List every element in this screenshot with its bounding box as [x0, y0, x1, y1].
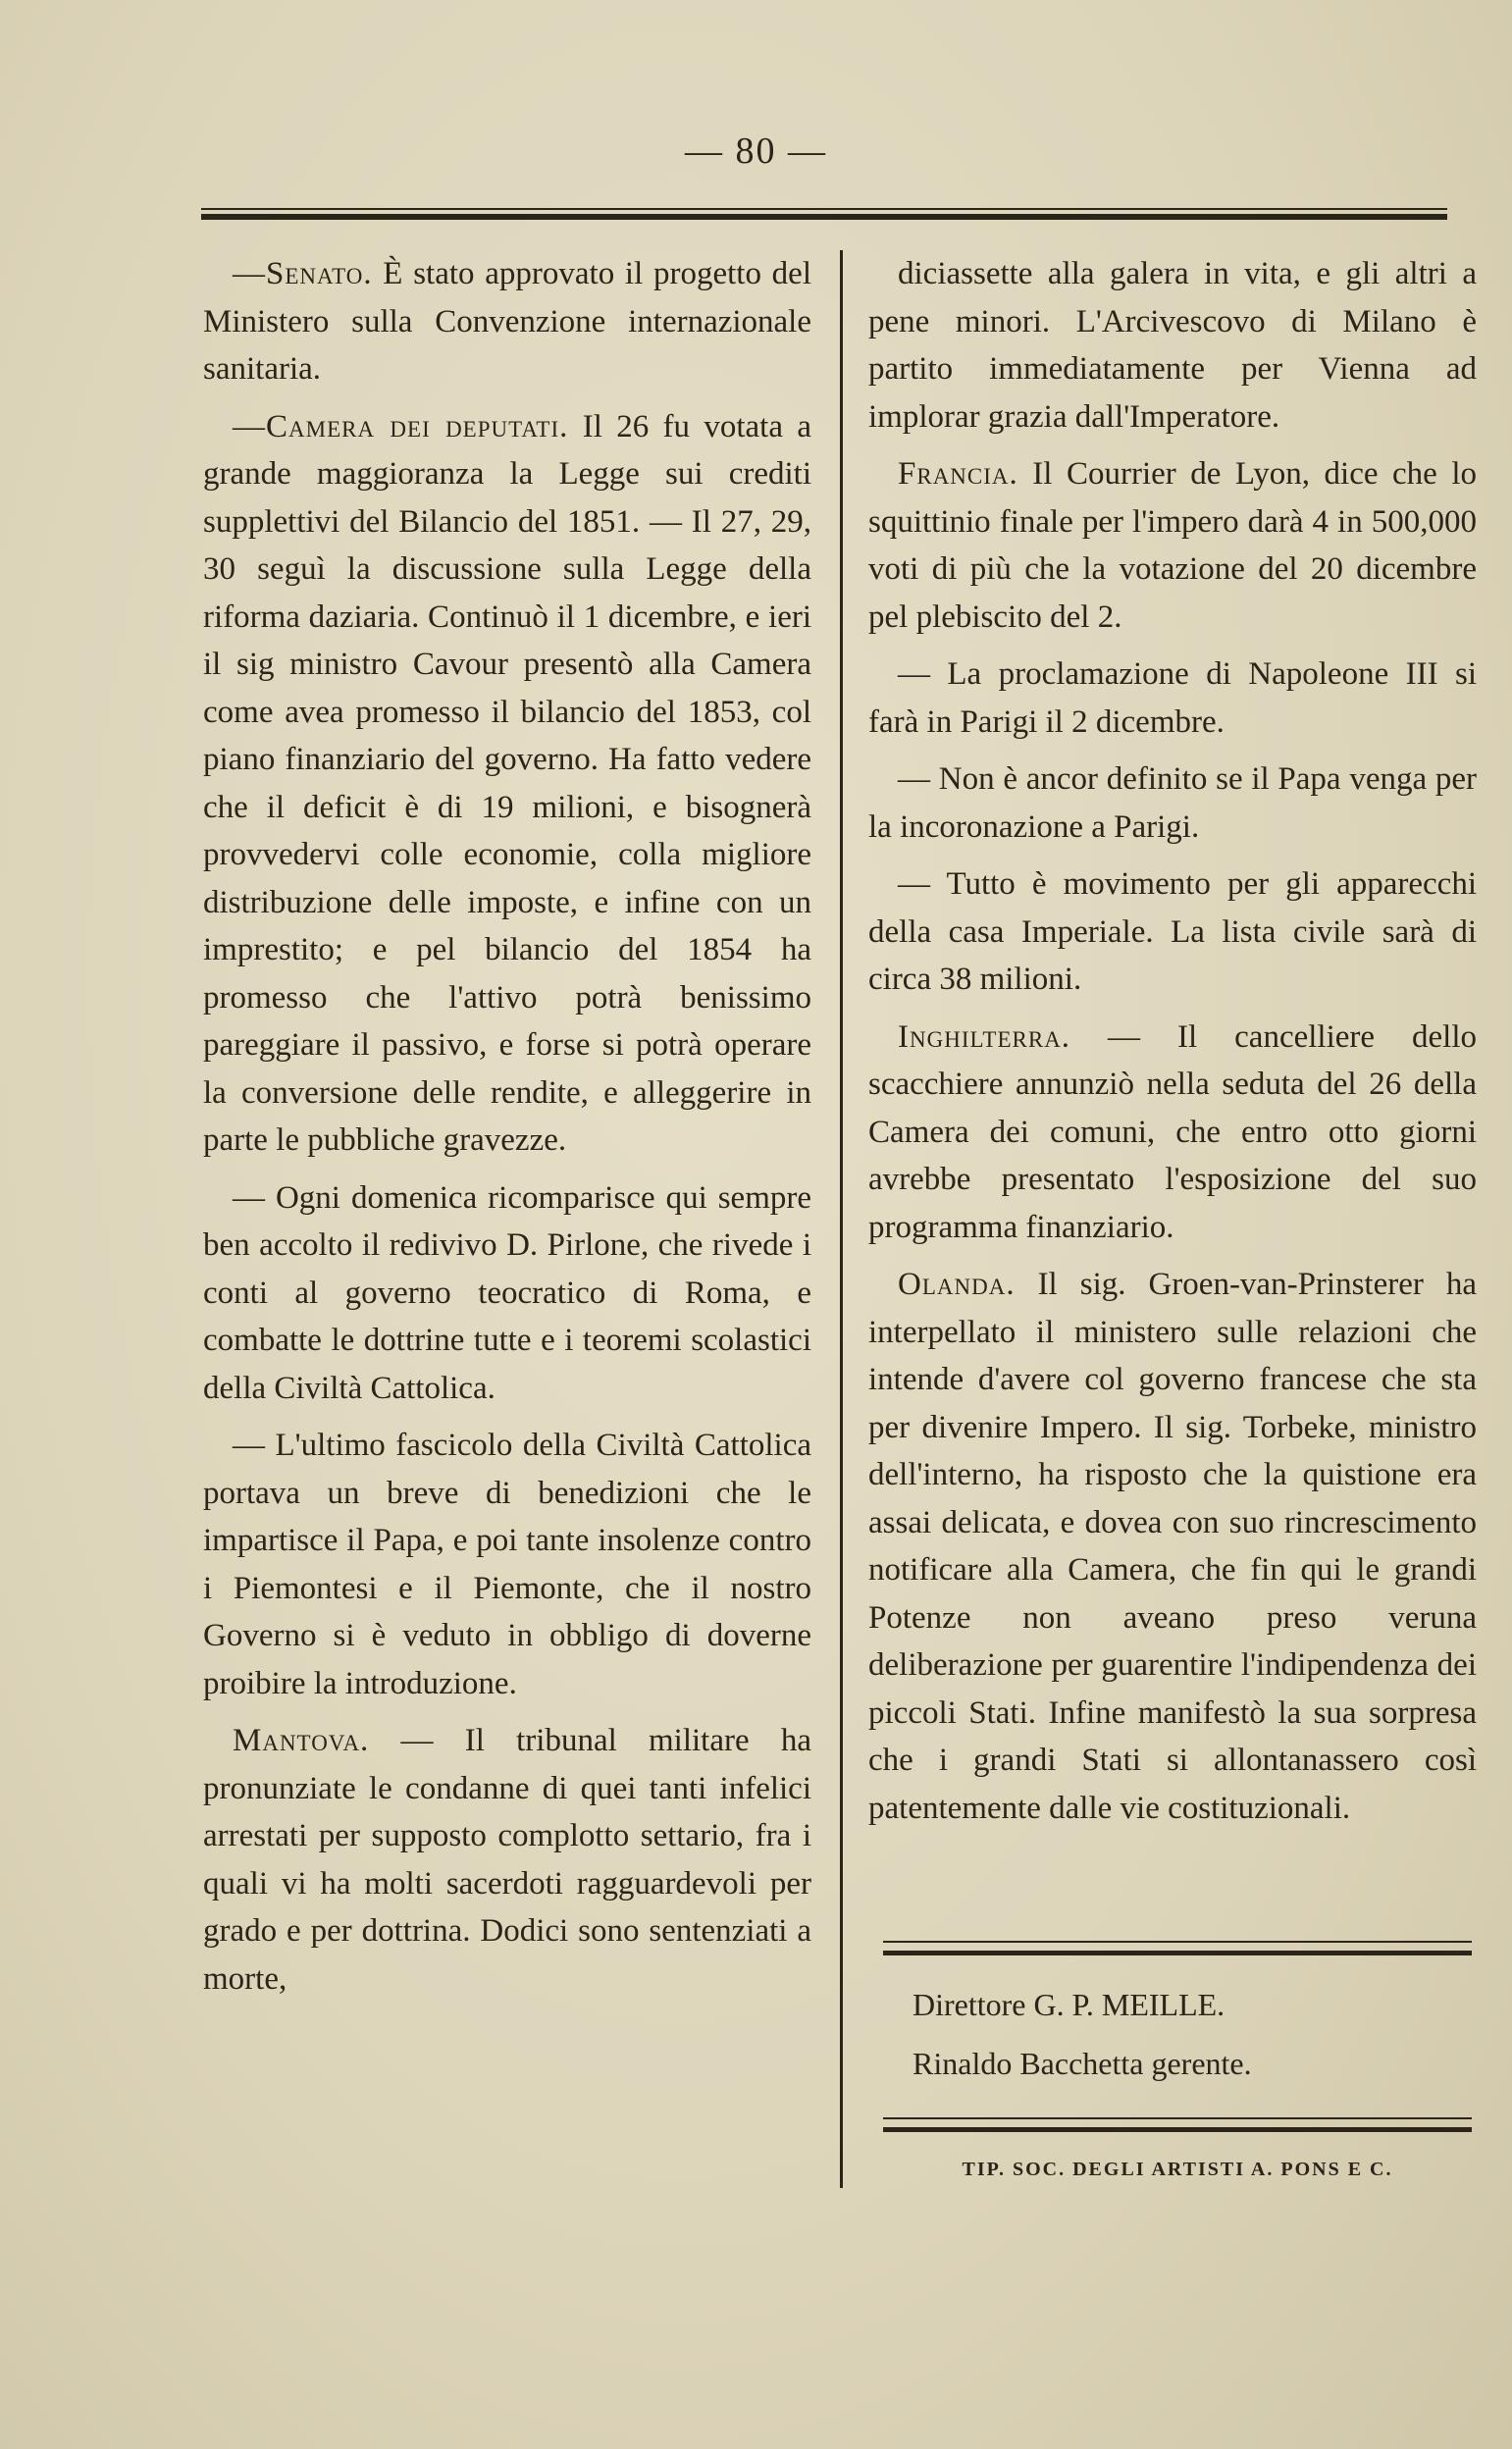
news-paragraph [868, 450, 1477, 641]
header-double-rule [201, 208, 1447, 220]
paragraph-text: — L'ultimo fascicolo della Civiltà Cattolica portava un breve di benedizioni che le impartisce il Papa, e poi tante insolenze contro i Piemontesi e il Piemonte, che il nostro Governo si è veduto in obbligo di doverne proibire la introduzione. [203, 1428, 811, 1701]
right-column [868, 250, 1477, 1842]
paragraph-text: È stato approvato il progetto del Ministero sulla Convenzione internazionale sanitaria. [203, 256, 811, 387]
section-heading: —Senato. [233, 256, 373, 291]
footer-rule-top [883, 1941, 1472, 1955]
news-paragraph [203, 1422, 811, 1707]
news-paragraph [868, 250, 1477, 441]
news-paragraph [203, 403, 811, 1165]
news-paragraph [868, 1261, 1477, 1832]
news-paragraph [203, 1717, 811, 2003]
paragraph-text: — Ogni domenica ricomparisce qui sempre ben accolto il redivivo D. Pirlone, che rivede i conti al governo teocratico di Roma, e combatte le dottrine tutte e i teoremi scolastici della Civiltà Cattolica. [203, 1179, 811, 1406]
paragraph-text: — Il cancelliere dello scacchiere annunziò nella seduta del 26 della Camera dei comuni, che entro otto giorni avrebbe presentato l'esposizione del suo programma finanziario. [868, 1018, 1477, 1245]
section-heading: Francia. [898, 456, 1018, 492]
section-heading: Mantova. [233, 1723, 370, 1758]
section-heading: Olanda. [898, 1267, 1016, 1302]
paragraph-text: — Tutto è movimento per gli apparecchi della casa Imperiale. La lista civile sarà di circa 38 milioni. [868, 866, 1477, 997]
paragraph-text: — Il tribunal militare ha pronunziate le condanne di quei tanti infelici arrestati per supposto complotto settario, fra i quali vi ha molti sacerdoti ragguardevoli per grado e per dottrina. Dodici sono sentenziati a morte, [203, 1723, 811, 1997]
paragraph-text: diciassette alla galera in vita, e gli altri a pene minori. L'Arcivescovo di Milano è partito immediatamente per Vienna ad implorar grazia dall'Imperatore. [868, 256, 1477, 435]
paragraph-text: Il 26 fu votata a grande maggioranza la Legge sui crediti supplettivi del Bilancio del 1851. — Il 27, 29, 30 seguì la discussione sulla Legge della riforma daziaria. Continuò il 1 dicembre, e ieri il sig ministro Cavour presentò alla Camera come avea promesso il bilancio del 1853, col piano finanziario del governo. Ha fatto vedere che il deficit è di 19 milioni, e bisognerà provvedervi colle economie, colla migliore distribuzione delle imposte, e infine con un imprestito; e pel bilancio del 1854 ha promesso che l'attivo potrà benissimo pareggiare il passivo, e forse si potrà operare la conversione delle rendite, e alleggerire in parte le pubbliche gravezze. [203, 408, 811, 1158]
paragraph-text: — La proclamazione di Napoleone III si farà in Parigi il 2 dicembre. [868, 656, 1477, 740]
column-divider [840, 250, 843, 2188]
paragraph-text: Il Courrier de Lyon, dice che lo squittinio finale per l'impero darà 4 in 500,000 voti di più che la votazione del 20 dicembre pel plebiscito del 2. [868, 456, 1477, 635]
news-paragraph [868, 756, 1477, 851]
printer-imprint: TIP. SOC. DEGLI ARTISTI A. PONS E C. [962, 2159, 1393, 2180]
page-number: — 80 — [685, 130, 827, 172]
news-paragraph [868, 1014, 1477, 1252]
news-paragraph [868, 860, 1477, 1004]
left-column [203, 250, 811, 2012]
manager-line: Rinaldo Bacchetta gerente. [912, 2046, 1252, 2081]
news-paragraph [868, 651, 1477, 746]
paragraph-text: Il sig. Groen-van-Prinsterer ha interpellato il ministero sulle relazioni che intende d'avere col governo francese che sta per divenire Impero. Il sig. Torbeke, ministro dell'interno, ha risposto che la quistione era assai delicata, e dovea con suo rincrescimento notificare alla Camera, che fin qui le grandi Potenze non aveano preso veruna deliberazione per guarentire l'indipendenza dei piccoli Stati. Infine manifestò la sua sorpresa che i grandi Stati si allontanassero così patentemente dalle vie costituzionali. [868, 1267, 1477, 1826]
news-paragraph [203, 250, 811, 393]
footer-rule-bottom [883, 2117, 1472, 2132]
news-paragraph [203, 1174, 811, 1413]
paragraph-text: — Non è ancor definito se il Papa venga per la incoronazione a Parigi. [868, 761, 1477, 845]
section-heading: Inghilterra. [898, 1018, 1071, 1055]
director-line: Direttore G. P. MEILLE. [912, 1987, 1225, 2022]
section-heading: —Camera dei deputati. [233, 408, 569, 444]
